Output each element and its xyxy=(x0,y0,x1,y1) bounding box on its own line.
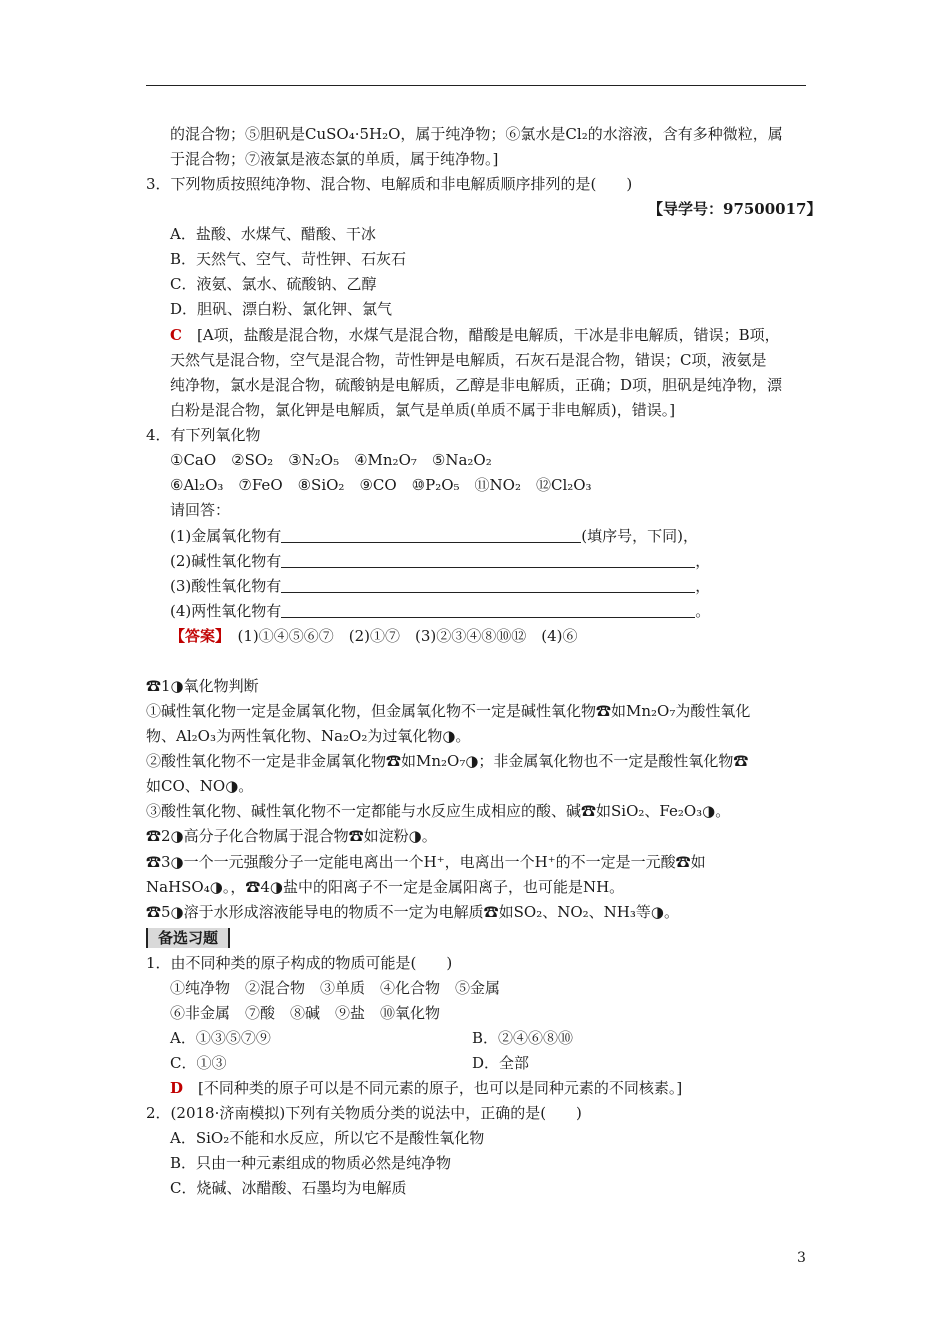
oxide-list: ⑥Al₂O₃ ⑦FeO ⑧SiO₂ ⑨CO ⑩P₂O₅ ⑪NO₂ ⑫Cl₂O₃ xyxy=(170,476,592,494)
note-heading: ☎1◑氧化物判断 xyxy=(146,677,259,695)
blank-tail: (填序号，下同)， xyxy=(581,527,698,545)
header-rule xyxy=(146,85,806,86)
note-line: ②酸性氧化物不一定是非金属氧化物☎如Mn₂O₇◑；非金属氧化物也不一定是酸性氧化物☎ xyxy=(146,752,749,770)
text-line: 天然气是混合物，空气是混合物，苛性钾是电解质，石灰石是混合物，错误；C项，液氨是 xyxy=(170,351,767,369)
text-line: 的混合物；⑤胆矾是CuSO₄·5H₂O，属于纯净物；⑥氯水是Cl₂的水溶液，含有多种微粒，属 xyxy=(170,125,783,143)
blank-label: (3)酸性氧化物有 xyxy=(170,577,282,595)
backup-question-2: 2．(2018·济南模拟)下列有关物质分类的说法中，正确的是( ) xyxy=(146,1104,582,1122)
note-line: 如CO、NO◑。 xyxy=(146,777,254,795)
answer-explanation xyxy=(170,1078,682,1098)
option-b[interactable]: B．只由一种元素组成的物质必然是纯净物 xyxy=(170,1154,452,1172)
option-c[interactable]: C．液氨、氯水、硫酸钠、乙醇 xyxy=(170,275,377,293)
option-a[interactable]: A．SiO₂不能和水反应，所以它不是酸性氧化物 xyxy=(170,1129,485,1147)
guide-number: 【导学号：97500017】 xyxy=(648,200,822,218)
note-line: 物、Al₂O₃为两性氧化物、Na₂O₂为过氧化物◑。 xyxy=(146,727,471,745)
option-c[interactable]: C．烧碱、冰醋酸、石墨均为电解质 xyxy=(170,1179,407,1197)
blank-tail: ， xyxy=(695,577,711,595)
note-line: NaHSO₄◑。，☎4◑盐中的阳离子不一定是金属阳离子，也可能是NH。 xyxy=(146,878,625,896)
note-line: ☎5◑溶于水形成溶液能导电的物质不一定为电解质☎如SO₂、NO₂、NH₃等◑。 xyxy=(146,903,679,921)
answer-line xyxy=(170,626,578,646)
text-line: 于混合物；⑦液氯是液态氯的单质，属于纯净物。] xyxy=(170,150,499,168)
option-c[interactable]: C．①③ xyxy=(170,1054,227,1072)
category-list: ⑥非金属 ⑦酸 ⑧碱 ⑨盐 ⑩氧化物 xyxy=(170,1004,441,1022)
option-b[interactable]: B．天然气、空气、苛性钾、石灰石 xyxy=(170,250,407,268)
answer-letter: D xyxy=(170,1079,184,1097)
section-badge: 备选习题 xyxy=(146,928,230,948)
question-3: 3．下列物质按照纯净物、混合物、电解质和非电解质顺序排列的是( ) xyxy=(146,175,633,193)
prompt-text: 请回答： xyxy=(170,501,231,519)
text-line: 纯净物，氯水是混合物，硫酸钠是电解质，乙醇是非电解质，正确；D项，胆矾是纯净物，漂 xyxy=(170,376,783,394)
text-line: 白粉是混合物，氯化钾是电解质，氯气是单质(单质不属于非电解质)，错误。] xyxy=(170,401,676,419)
option-d[interactable]: D．全部 xyxy=(472,1054,530,1072)
note-line: ①碱性氧化物一定是金属氧化物，但金属氧化物不一定是碱性氧化物☎如Mn₂O₇为酸性氧化 xyxy=(146,702,751,720)
blank-tail: 。 xyxy=(695,602,711,620)
option-d[interactable]: D．胆矾、漂白粉、氯化钾、氯气 xyxy=(170,300,393,318)
explanation-text: [不同种类的原子可以是不同元素的原子，也可以是同种元素的不同核素。] xyxy=(198,1079,683,1097)
blank-tail: ， xyxy=(695,552,711,570)
answer-explanation xyxy=(170,325,780,345)
note-line: ☎3◑一个一元强酸分子一定能电离出一个H⁺，电离出一个H⁺的不一定是一元酸☎如 xyxy=(146,853,706,871)
answer-blank[interactable] xyxy=(281,553,695,568)
blank-label: (1)金属氧化物有 xyxy=(170,527,282,545)
option-b[interactable]: B．②④⑥⑧⑩ xyxy=(472,1029,574,1047)
answer-blank[interactable] xyxy=(281,528,581,543)
option-a[interactable]: A．盐酸、水煤气、醋酸、干冰 xyxy=(170,225,376,243)
explanation-text: [A项，盐酸是混合物，水煤气是混合物，醋酸是电解质，干冰是非电解质，错误；B项， xyxy=(196,326,780,344)
blank-question-2 xyxy=(170,551,710,571)
blank-label: (2)碱性氧化物有 xyxy=(170,552,282,570)
answer-label: 【答案】 xyxy=(170,627,223,645)
note-line: ③酸性氧化物、碱性氧化物不一定都能与水反应生成相应的酸、碱☎如SiO₂、Fe₂O₃◑。 xyxy=(146,802,731,820)
answer-letter: C xyxy=(170,326,182,344)
blank-label: (4)两性氧化物有 xyxy=(170,602,282,620)
blank-question-1 xyxy=(170,526,698,546)
answer-blank[interactable] xyxy=(281,603,695,618)
question-4: 4．有下列氧化物 xyxy=(146,426,261,444)
blank-question-4 xyxy=(170,601,710,621)
answer-blank[interactable] xyxy=(281,578,695,593)
page-number: 3 xyxy=(797,1250,806,1266)
backup-question-1: 1．由不同种类的原子构成的物质可能是( ) xyxy=(146,954,453,972)
blank-question-3 xyxy=(170,576,710,596)
option-a[interactable]: A．①③⑤⑦⑨ xyxy=(170,1029,271,1047)
oxide-list: ①CaO ②SO₂ ③N₂O₅ ④Mn₂O₇ ⑤Na₂O₂ xyxy=(170,451,492,469)
category-list: ①纯净物 ②混合物 ③单质 ④化合物 ⑤金属 xyxy=(170,979,501,997)
answer-text: (1)①④⑤⑥⑦ (2)①⑦ (3)②③④⑧⑩⑫ (4)⑥ xyxy=(237,627,578,645)
note-line: ☎2◑高分子化合物属于混合物☎如淀粉◑。 xyxy=(146,827,437,845)
